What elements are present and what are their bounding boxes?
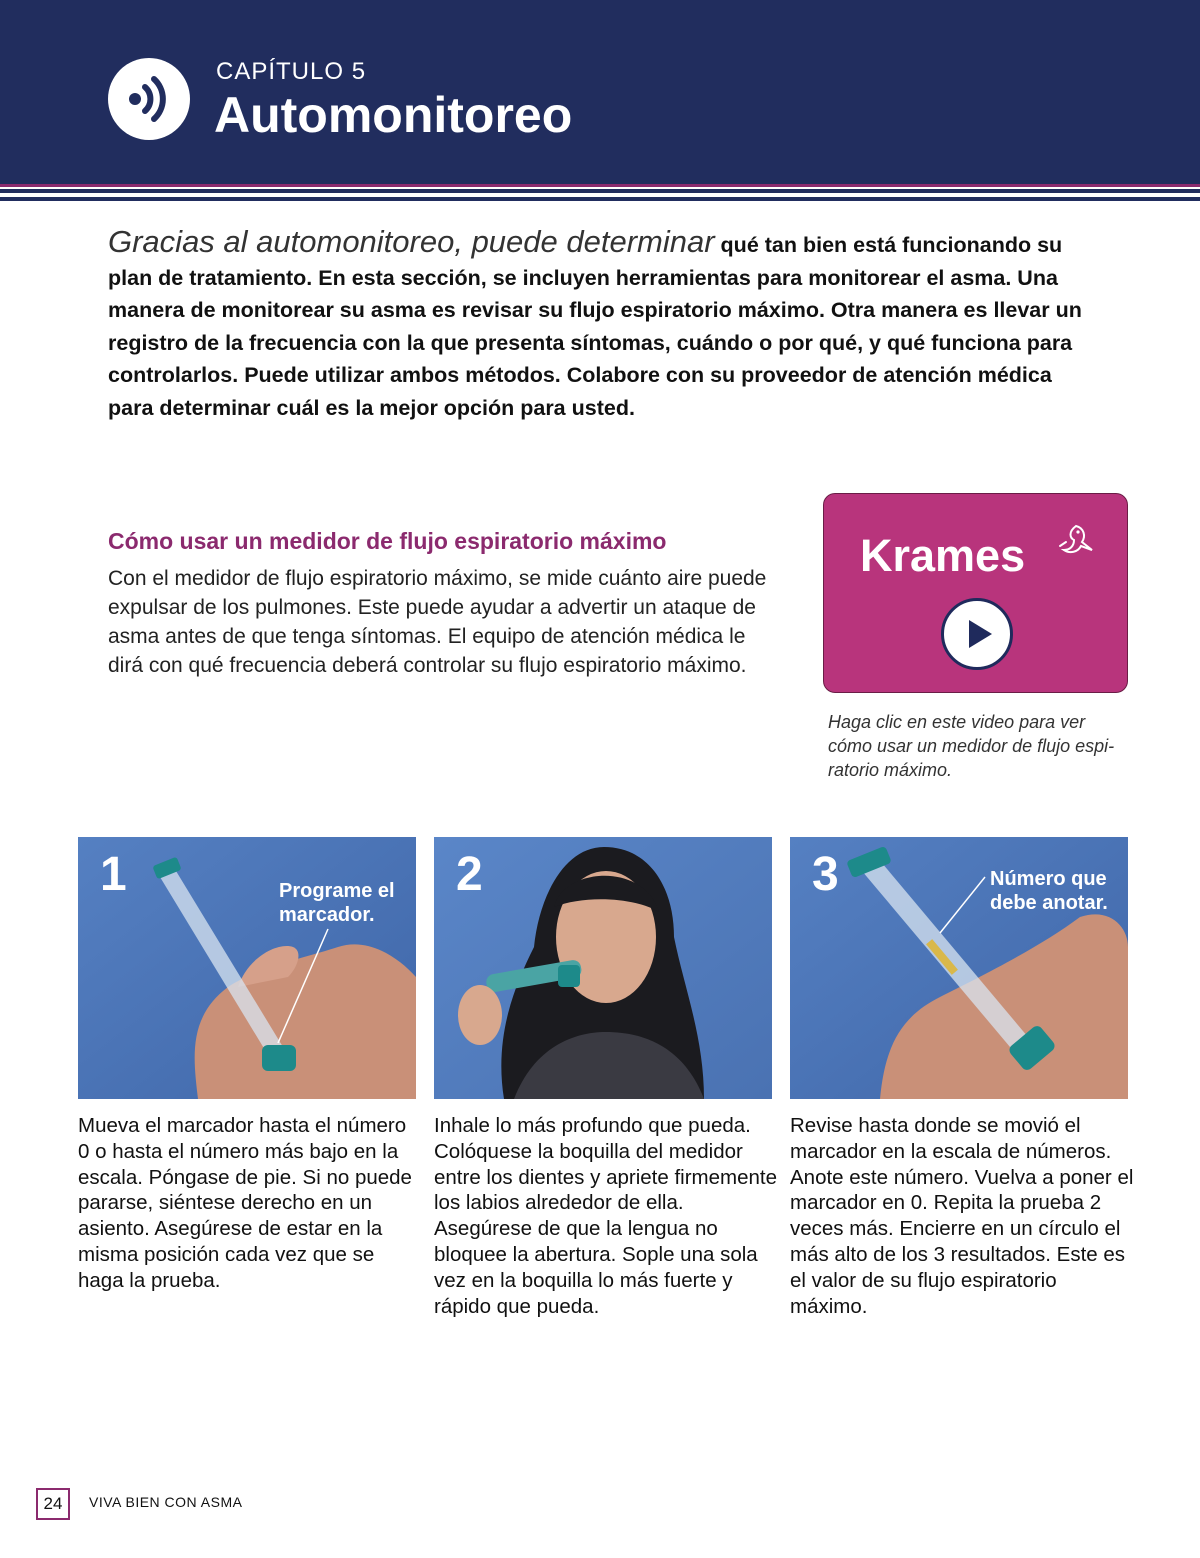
signal-broadcast-icon — [108, 58, 190, 140]
step-2-photo — [434, 837, 772, 1099]
video-brand: Krames — [860, 530, 1026, 581]
section-heading: Cómo usar un medidor de flujo espiratorio máximo — [108, 528, 667, 554]
step-2-number: 2 — [456, 848, 483, 901]
header-stripe-navy — [0, 189, 1200, 193]
step-3-text: Revise hasta donde se movió el marcador en la escala de números. Anote este número. Vuelva a poner el marcador en 0. Repita la prueba 2 veces más. Encierre en un círculo el más alto de los 3 resultados. Este es el valor de su flujo espiratorio máximo. — [790, 1114, 1134, 1318]
play-icon[interactable] — [941, 598, 1013, 670]
intro-paragraph — [108, 226, 1098, 424]
step-3-label: Número que debe anotar. — [990, 868, 1108, 914]
chapter-header — [0, 0, 1200, 184]
intro-lead: Gracias al automonitoreo, puede determinar — [108, 224, 715, 259]
step-1-photo — [78, 837, 416, 1099]
video-player[interactable] — [823, 493, 1128, 693]
step-1-number: 1 — [100, 848, 127, 901]
chapter-title: Automonitoreo — [214, 87, 573, 143]
header-stripe-navy-thin — [0, 197, 1200, 201]
section-body: Con el medidor de flujo espiratorio máximo, se mide cuánto aire puede expulsar de los pulmones. Este puede ayudar a advertir un ataque de asma antes de que tenga síntomas. El equipo de atención médica le dirá con qué frecuencia deberá controlar su flujo espiratorio máximo. — [108, 567, 767, 677]
page-number: 24 — [36, 1488, 70, 1520]
header-stripe-magenta — [0, 184, 1200, 187]
step-3-photo — [790, 837, 1128, 1099]
video-caption: Haga clic en este video para ver cómo usar un medidor de flujo espi-ratorio máximo. — [828, 712, 1115, 780]
intro-body: qué tan bien está funcionando su plan de tratamiento. En esta sección, se incluyen herramientas para monitorear el asma. Una manera de monitorear su asma es revisar su flujo espiratorio máximo. Otra manera es llevar un registro de la frecuencia con la que presenta síntomas, cuándo o por qué, y qué funciona para controlarlos. Puede utilizar ambos métodos. Colabore con su proveedor de atención médica para determinar cuál es la mejor opción para usted. — [108, 233, 1082, 420]
footer-publication: VIVA BIEN CON ASMA — [89, 1494, 243, 1510]
step-1-label: Programe el marcador. — [279, 880, 395, 926]
hummingbird-icon — [1056, 520, 1098, 562]
step-3-number: 3 — [812, 848, 839, 901]
step-2-text: Inhale lo más profundo que pueda. Colóquese la boquilla del medidor entre los dientes y apriete firmemente los labios alrededor de ella. Asegúrese de que la lengua no bloquee la abertura. Sople una sola vez en la boquilla lo más fuerte y rápido que pueda. — [434, 1114, 777, 1318]
chapter-label: CAPÍTULO 5 — [216, 58, 367, 85]
step-1-text: Mueva el marcador hasta el número 0 o hasta el número más bajo en la escala. Póngase de pie. Si no puede pararse, siéntese derecho en un asiento. Asegúrese de estar en la misma posición cada vez que se haga la prueba. — [78, 1114, 412, 1292]
